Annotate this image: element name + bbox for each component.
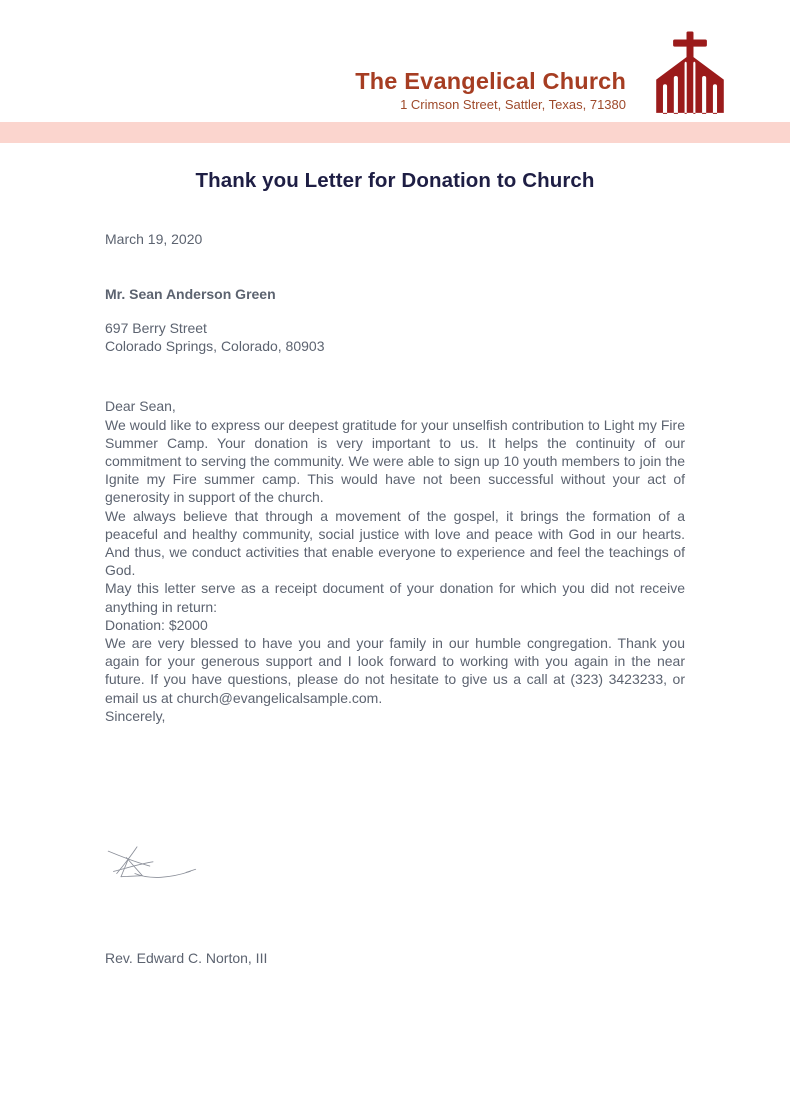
body-paragraph: We would like to express our deepest gratitude for your unselfish contribution to Light my Fire Summer Camp. Your donation is very important to us. It helps the continuity of our commitment to serving the community. We were able to sign up 10 youth members to join the Ignite my Fire summer camp. This would have not been successful without your act of generosity in support of the church. bbox=[105, 416, 685, 506]
letter-content bbox=[105, 169, 685, 967]
body-paragraph: We are very blessed to have you and your family in our humble congregation. Thank you again for your generous support and I look forward to working with you again in the near future. If you have questions, please do not hesitate to give us a call at (323) 3423233, or email us at church@evangelicalsample.com. bbox=[105, 635, 685, 706]
recipient-address bbox=[105, 319, 685, 355]
body-paragraph: May this letter serve as a receipt document of your donation for which you did not receive anything in return: bbox=[105, 580, 685, 615]
org-name: The Evangelical Church bbox=[355, 68, 626, 94]
accent-band bbox=[0, 122, 790, 143]
recipient-address-line1: 697 Berry Street bbox=[105, 320, 207, 336]
closing: Sincerely, bbox=[105, 707, 166, 724]
recipient-address-line2: Colorado Springs, Colorado, 80903 bbox=[105, 338, 325, 355]
salutation: Dear Sean, bbox=[105, 398, 176, 415]
body-paragraph-donation: Donation: $2000 bbox=[105, 616, 208, 633]
signature-scribble-icon bbox=[105, 843, 685, 887]
letterhead bbox=[0, 0, 790, 122]
letterhead-text bbox=[355, 68, 626, 113]
signer-name: Rev. Edward C. Norton, III bbox=[105, 950, 268, 967]
recipient-name: Mr. Sean Anderson Green bbox=[105, 286, 276, 302]
letter-body bbox=[105, 397, 685, 725]
church-logo-icon bbox=[656, 31, 724, 122]
body-paragraph: We always believe that through a movement of the gospel, it brings the formation of a peaceful and healthy community, social justice with love and peace with God in our hearts. And thus, we conduct activities that enable everyone to experience and feel the teachings of God. bbox=[105, 507, 685, 579]
letter-title: Thank you Letter for Donation to Church bbox=[195, 169, 595, 192]
letter-date: March 19, 2020 bbox=[105, 231, 203, 247]
org-address: 1 Crimson Street, Sattler, Texas, 71380 bbox=[400, 97, 626, 112]
